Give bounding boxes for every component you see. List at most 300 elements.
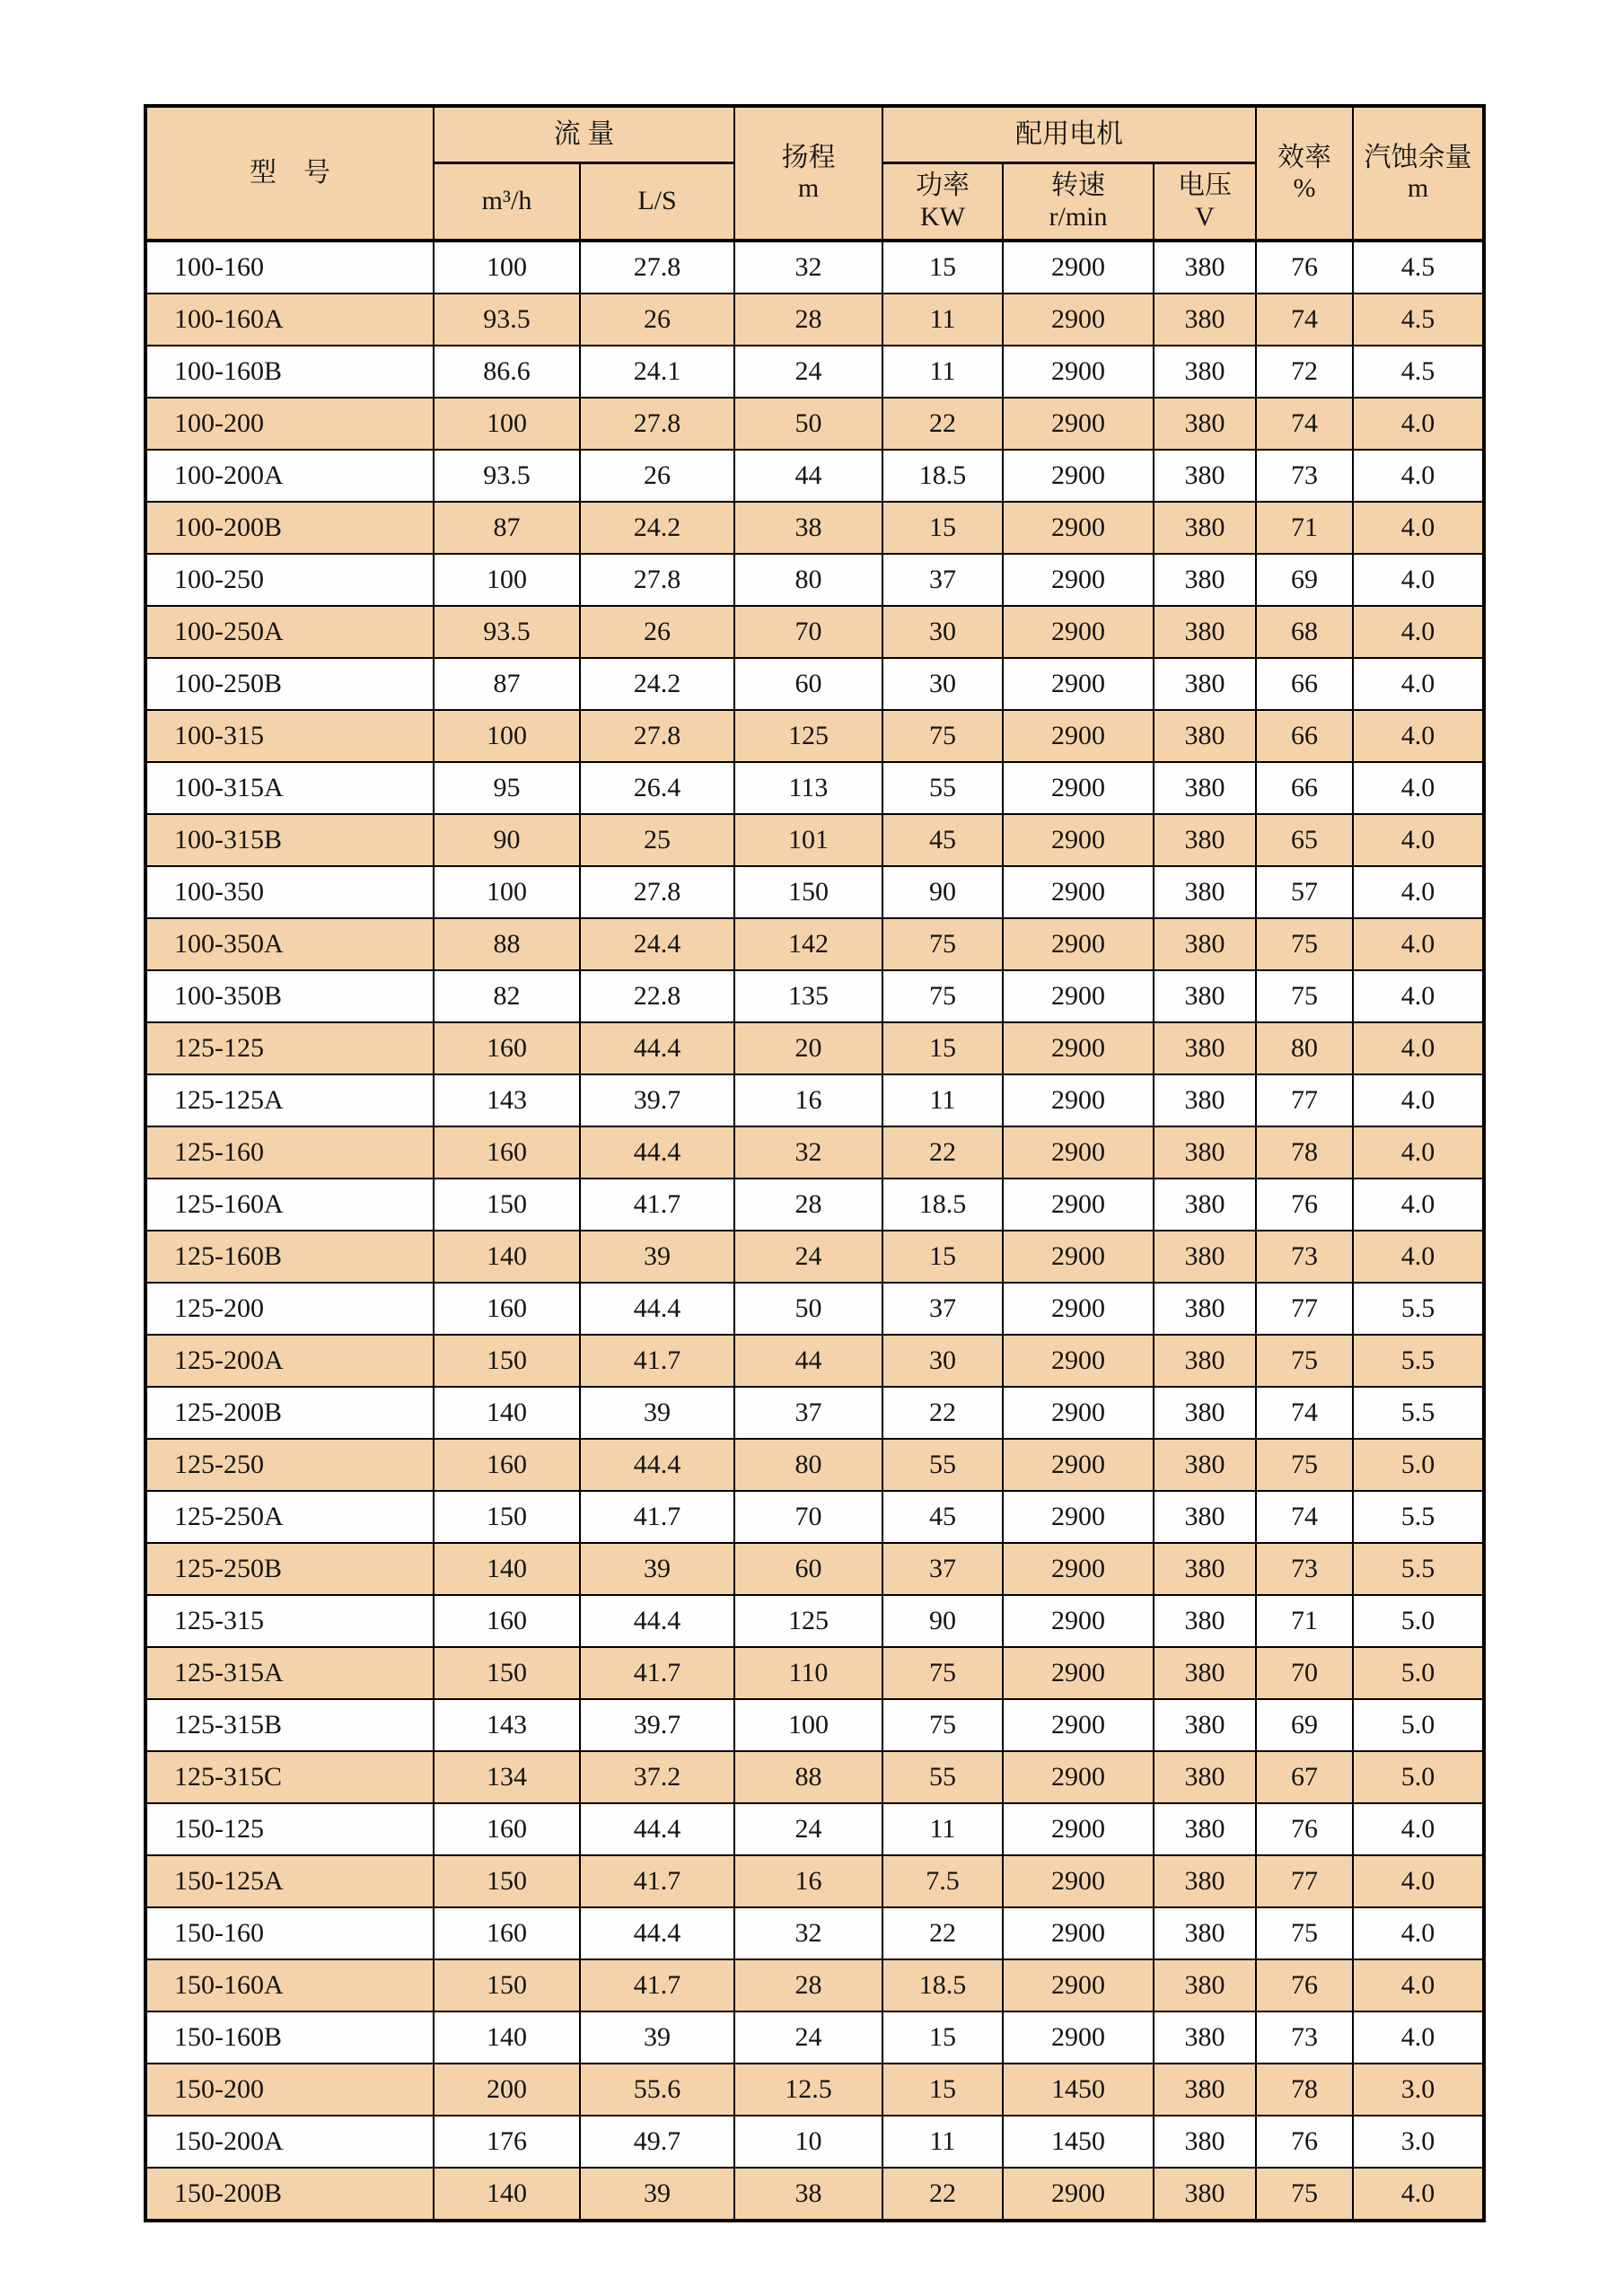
value-cell: 66 — [1256, 710, 1353, 762]
model-cell: 150-125 — [145, 1803, 434, 1855]
value-cell: 75 — [1256, 1907, 1353, 1959]
value-cell: 28 — [734, 1179, 882, 1231]
table-row — [145, 1335, 1484, 1387]
value-cell: 2900 — [1003, 294, 1154, 346]
value-cell: 22 — [882, 2168, 1003, 2221]
value-cell: 71 — [1256, 502, 1353, 554]
value-cell: 77 — [1256, 1855, 1353, 1907]
value-cell: 380 — [1154, 1439, 1256, 1491]
value-cell: 74 — [1256, 1387, 1353, 1439]
value-cell: 100 — [434, 710, 580, 762]
value-cell: 76 — [1256, 1959, 1353, 2011]
value-cell: 2900 — [1003, 1751, 1154, 1803]
value-cell: 75 — [882, 1699, 1003, 1751]
model-cell: 125-200A — [145, 1335, 434, 1387]
value-cell: 55.6 — [580, 2064, 734, 2116]
value-cell: 380 — [1154, 1751, 1256, 1803]
value-cell: 22 — [882, 398, 1003, 450]
model-cell: 150-200 — [145, 2064, 434, 2116]
model-cell: 100-350B — [145, 970, 434, 1022]
value-cell: 27.8 — [580, 710, 734, 762]
header-voltage-unit: V — [1195, 201, 1215, 232]
model-cell: 125-200B — [145, 1387, 434, 1439]
table-row — [145, 554, 1484, 606]
model-cell: 125-125 — [145, 1022, 434, 1074]
table-body — [145, 241, 1484, 2221]
value-cell: 3.0 — [1353, 2064, 1484, 2116]
value-cell: 380 — [1154, 554, 1256, 606]
header-flow-m3h: m³/h — [434, 163, 580, 241]
value-cell: 4.0 — [1353, 970, 1484, 1022]
value-cell: 4.0 — [1353, 2011, 1484, 2064]
value-cell: 380 — [1154, 2011, 1256, 2064]
value-cell: 41.7 — [580, 1855, 734, 1907]
value-cell: 78 — [1256, 1126, 1353, 1179]
value-cell: 15 — [882, 502, 1003, 554]
value-cell: 2900 — [1003, 918, 1154, 970]
value-cell: 90 — [434, 814, 580, 866]
value-cell: 57 — [1256, 866, 1353, 918]
value-cell: 380 — [1154, 658, 1256, 710]
value-cell: 110 — [734, 1647, 882, 1699]
value-cell: 4.0 — [1353, 606, 1484, 658]
value-cell: 86.6 — [434, 346, 580, 398]
value-cell: 41.7 — [580, 1335, 734, 1387]
value-cell: 7.5 — [882, 1855, 1003, 1907]
value-cell: 5.5 — [1353, 1387, 1484, 1439]
model-cell: 100-200 — [145, 398, 434, 450]
value-cell: 2900 — [1003, 450, 1154, 502]
model-cell: 100-250B — [145, 658, 434, 710]
value-cell: 26 — [580, 606, 734, 658]
value-cell: 15 — [882, 2011, 1003, 2064]
value-cell: 2900 — [1003, 1179, 1154, 1231]
value-cell: 44.4 — [580, 1595, 734, 1647]
model-cell: 100-315B — [145, 814, 434, 866]
value-cell: 150 — [434, 1179, 580, 1231]
value-cell: 55 — [882, 1751, 1003, 1803]
header-efficiency — [1256, 106, 1353, 241]
value-cell: 39 — [580, 1231, 734, 1283]
value-cell: 4.0 — [1353, 450, 1484, 502]
value-cell: 380 — [1154, 1491, 1256, 1543]
value-cell: 4.0 — [1353, 1907, 1484, 1959]
value-cell: 49.7 — [580, 2116, 734, 2168]
value-cell: 20 — [734, 1022, 882, 1074]
value-cell: 2900 — [1003, 658, 1154, 710]
table-row — [145, 606, 1484, 658]
value-cell: 380 — [1154, 1907, 1256, 1959]
value-cell: 176 — [434, 2116, 580, 2168]
header-npsh-unit: m — [1407, 173, 1429, 203]
value-cell: 24 — [734, 1803, 882, 1855]
value-cell: 30 — [882, 606, 1003, 658]
value-cell: 2900 — [1003, 606, 1154, 658]
table-row — [145, 398, 1484, 450]
value-cell: 380 — [1154, 1647, 1256, 1699]
value-cell: 380 — [1154, 294, 1256, 346]
value-cell: 160 — [434, 1126, 580, 1179]
model-cell: 100-315 — [145, 710, 434, 762]
value-cell: 380 — [1154, 1959, 1256, 2011]
value-cell: 80 — [734, 1439, 882, 1491]
value-cell: 380 — [1154, 606, 1256, 658]
table-row — [145, 918, 1484, 970]
value-cell: 1450 — [1003, 2116, 1154, 2168]
table-row — [145, 1543, 1484, 1595]
value-cell: 22.8 — [580, 970, 734, 1022]
header-power-unit: KW — [920, 201, 965, 232]
value-cell: 5.0 — [1353, 1439, 1484, 1491]
value-cell: 2900 — [1003, 866, 1154, 918]
value-cell: 4.0 — [1353, 762, 1484, 814]
table-row — [145, 1907, 1484, 1959]
value-cell: 100 — [734, 1699, 882, 1751]
value-cell: 72 — [1256, 346, 1353, 398]
header-head-label: 扬程 — [781, 142, 836, 172]
value-cell: 2900 — [1003, 398, 1154, 450]
value-cell: 75 — [882, 970, 1003, 1022]
value-cell: 11 — [882, 346, 1003, 398]
value-cell: 74 — [1256, 294, 1353, 346]
value-cell: 150 — [434, 1959, 580, 2011]
value-cell: 11 — [882, 1074, 1003, 1126]
value-cell: 37 — [882, 1543, 1003, 1595]
value-cell: 101 — [734, 814, 882, 866]
value-cell: 125 — [734, 1595, 882, 1647]
value-cell: 73 — [1256, 1543, 1353, 1595]
value-cell: 2900 — [1003, 554, 1154, 606]
value-cell: 39 — [580, 2168, 734, 2221]
value-cell: 380 — [1154, 1335, 1256, 1387]
model-cell: 100-250 — [145, 554, 434, 606]
table-row — [145, 1283, 1484, 1335]
value-cell: 70 — [1256, 1647, 1353, 1699]
value-cell: 45 — [882, 1491, 1003, 1543]
header-flow-ls: L/S — [580, 163, 734, 241]
value-cell: 11 — [882, 294, 1003, 346]
value-cell: 44.4 — [580, 1803, 734, 1855]
value-cell: 45 — [882, 814, 1003, 866]
value-cell: 2900 — [1003, 1231, 1154, 1283]
value-cell: 5.0 — [1353, 1647, 1484, 1699]
value-cell: 150 — [434, 1647, 580, 1699]
header-group-row — [145, 106, 1484, 163]
value-cell: 2900 — [1003, 1387, 1154, 1439]
value-cell: 5.0 — [1353, 1699, 1484, 1751]
value-cell: 88 — [734, 1751, 882, 1803]
value-cell: 380 — [1154, 1231, 1256, 1283]
header-voltage — [1154, 163, 1256, 241]
value-cell: 2900 — [1003, 1595, 1154, 1647]
value-cell: 5.5 — [1353, 1283, 1484, 1335]
value-cell: 2900 — [1003, 1491, 1154, 1543]
value-cell: 24 — [734, 346, 882, 398]
value-cell: 160 — [434, 1283, 580, 1335]
model-cell: 125-315 — [145, 1595, 434, 1647]
value-cell: 380 — [1154, 1126, 1256, 1179]
value-cell: 113 — [734, 762, 882, 814]
value-cell: 140 — [434, 2011, 580, 2064]
table-row — [145, 1959, 1484, 2011]
table-row — [145, 658, 1484, 710]
value-cell: 70 — [734, 606, 882, 658]
value-cell: 80 — [734, 554, 882, 606]
value-cell: 2900 — [1003, 1647, 1154, 1699]
value-cell: 69 — [1256, 1699, 1353, 1751]
value-cell: 41.7 — [580, 1647, 734, 1699]
value-cell: 4.0 — [1353, 658, 1484, 710]
value-cell: 150 — [434, 1491, 580, 1543]
value-cell: 380 — [1154, 1595, 1256, 1647]
table-row — [145, 1439, 1484, 1491]
value-cell: 150 — [734, 866, 882, 918]
value-cell: 2900 — [1003, 1074, 1154, 1126]
value-cell: 38 — [734, 502, 882, 554]
value-cell: 2900 — [1003, 1855, 1154, 1907]
model-cell: 150-160B — [145, 2011, 434, 2064]
value-cell: 76 — [1256, 241, 1353, 294]
value-cell: 30 — [882, 1335, 1003, 1387]
table-row — [145, 1699, 1484, 1751]
value-cell: 380 — [1154, 502, 1256, 554]
value-cell: 150 — [434, 1855, 580, 1907]
value-cell: 68 — [1256, 606, 1353, 658]
table-row — [145, 2064, 1484, 2116]
value-cell: 160 — [434, 1803, 580, 1855]
value-cell: 380 — [1154, 398, 1256, 450]
header-head-unit: m — [797, 173, 820, 203]
table-row — [145, 970, 1484, 1022]
model-cell: 125-315C — [145, 1751, 434, 1803]
value-cell: 27.8 — [580, 398, 734, 450]
value-cell: 100 — [434, 554, 580, 606]
value-cell: 380 — [1154, 241, 1256, 294]
value-cell: 87 — [434, 658, 580, 710]
value-cell: 60 — [734, 1543, 882, 1595]
value-cell: 77 — [1256, 1283, 1353, 1335]
model-cell: 100-160 — [145, 241, 434, 294]
value-cell: 60 — [734, 658, 882, 710]
value-cell: 4.0 — [1353, 814, 1484, 866]
table-row — [145, 866, 1484, 918]
value-cell: 380 — [1154, 1699, 1256, 1751]
value-cell: 73 — [1256, 2011, 1353, 2064]
header-efficiency-unit: % — [1293, 173, 1316, 203]
value-cell: 75 — [882, 710, 1003, 762]
value-cell: 44.4 — [580, 1283, 734, 1335]
table-row — [145, 1803, 1484, 1855]
value-cell: 15 — [882, 1231, 1003, 1283]
header-model: 型 号 — [145, 106, 434, 241]
table-row — [145, 241, 1484, 294]
value-cell: 4.0 — [1353, 1803, 1484, 1855]
value-cell: 73 — [1256, 450, 1353, 502]
value-cell: 44.4 — [580, 1126, 734, 1179]
value-cell: 2900 — [1003, 2011, 1154, 2064]
table-row — [145, 1387, 1484, 1439]
value-cell: 30 — [882, 658, 1003, 710]
value-cell: 22 — [882, 1387, 1003, 1439]
value-cell: 380 — [1154, 918, 1256, 970]
value-cell: 44.4 — [580, 1022, 734, 1074]
value-cell: 44.4 — [580, 1439, 734, 1491]
value-cell: 143 — [434, 1074, 580, 1126]
model-cell: 150-160A — [145, 1959, 434, 2011]
value-cell: 76 — [1256, 2116, 1353, 2168]
value-cell: 4.0 — [1353, 710, 1484, 762]
value-cell: 4.0 — [1353, 398, 1484, 450]
model-cell: 125-250A — [145, 1491, 434, 1543]
value-cell: 16 — [734, 1855, 882, 1907]
value-cell: 4.0 — [1353, 1074, 1484, 1126]
header-speed-label: 转速 — [1051, 171, 1105, 200]
value-cell: 75 — [882, 1647, 1003, 1699]
model-cell: 125-160A — [145, 1179, 434, 1231]
value-cell: 380 — [1154, 346, 1256, 398]
value-cell: 380 — [1154, 1543, 1256, 1595]
value-cell: 125 — [734, 710, 882, 762]
value-cell: 27.8 — [580, 866, 734, 918]
value-cell: 66 — [1256, 762, 1353, 814]
value-cell: 5.0 — [1353, 1751, 1484, 1803]
value-cell: 39.7 — [580, 1074, 734, 1126]
value-cell: 75 — [1256, 1335, 1353, 1387]
value-cell: 27.8 — [580, 554, 734, 606]
value-cell: 140 — [434, 1231, 580, 1283]
value-cell: 39.7 — [580, 1699, 734, 1751]
value-cell: 55 — [882, 762, 1003, 814]
value-cell: 380 — [1154, 1387, 1256, 1439]
model-cell: 150-125A — [145, 1855, 434, 1907]
value-cell: 2900 — [1003, 710, 1154, 762]
header-efficiency-label: 效率 — [1277, 142, 1332, 172]
value-cell: 140 — [434, 2168, 580, 2221]
table-row — [145, 1751, 1484, 1803]
value-cell: 75 — [1256, 970, 1353, 1022]
value-cell: 380 — [1154, 762, 1256, 814]
value-cell: 25 — [580, 814, 734, 866]
value-cell: 2900 — [1003, 1022, 1154, 1074]
model-cell: 100-315A — [145, 762, 434, 814]
table-row — [145, 2168, 1484, 2221]
value-cell: 24.2 — [580, 658, 734, 710]
value-cell: 2900 — [1003, 1959, 1154, 2011]
header-power-label: 功率 — [916, 171, 970, 200]
value-cell: 380 — [1154, 1022, 1256, 1074]
table-row — [145, 710, 1484, 762]
table-row — [145, 450, 1484, 502]
header-motor-group: 配用电机 — [882, 106, 1256, 163]
value-cell: 26 — [580, 294, 734, 346]
header-speed — [1003, 163, 1154, 241]
value-cell: 37 — [882, 1283, 1003, 1335]
header-head — [734, 106, 882, 241]
value-cell: 69 — [1256, 554, 1353, 606]
value-cell: 76 — [1256, 1803, 1353, 1855]
value-cell: 134 — [434, 1751, 580, 1803]
value-cell: 2900 — [1003, 1543, 1154, 1595]
table-row — [145, 2011, 1484, 2064]
value-cell: 26 — [580, 450, 734, 502]
value-cell: 37 — [734, 1387, 882, 1439]
header-flow-group: 流 量 — [434, 106, 734, 163]
value-cell: 4.0 — [1353, 1959, 1484, 2011]
header-speed-unit: r/min — [1049, 201, 1108, 232]
value-cell: 70 — [734, 1491, 882, 1543]
value-cell: 380 — [1154, 1803, 1256, 1855]
value-cell: 380 — [1154, 814, 1256, 866]
model-cell: 125-250B — [145, 1543, 434, 1595]
value-cell: 4.5 — [1353, 241, 1484, 294]
value-cell: 24.1 — [580, 346, 734, 398]
value-cell: 41.7 — [580, 1179, 734, 1231]
value-cell: 2900 — [1003, 1283, 1154, 1335]
table-row — [145, 1179, 1484, 1231]
value-cell: 140 — [434, 1543, 580, 1595]
value-cell: 3.0 — [1353, 2116, 1484, 2168]
value-cell: 38 — [734, 2168, 882, 2221]
value-cell: 100 — [434, 398, 580, 450]
model-cell: 125-315B — [145, 1699, 434, 1751]
value-cell: 380 — [1154, 710, 1256, 762]
value-cell: 10 — [734, 2116, 882, 2168]
value-cell: 24.2 — [580, 502, 734, 554]
table-row — [145, 1022, 1484, 1074]
value-cell: 15 — [882, 1022, 1003, 1074]
value-cell: 2900 — [1003, 241, 1154, 294]
value-cell: 37 — [882, 554, 1003, 606]
value-cell: 74 — [1256, 1491, 1353, 1543]
value-cell: 24 — [734, 1231, 882, 1283]
value-cell: 65 — [1256, 814, 1353, 866]
value-cell: 150 — [434, 1335, 580, 1387]
value-cell: 380 — [1154, 970, 1256, 1022]
value-cell: 22 — [882, 1126, 1003, 1179]
value-cell: 2900 — [1003, 2168, 1154, 2221]
header-power — [882, 163, 1003, 241]
value-cell: 75 — [1256, 1439, 1353, 1491]
value-cell: 74 — [1256, 398, 1353, 450]
value-cell: 75 — [1256, 2168, 1353, 2221]
value-cell: 73 — [1256, 1231, 1353, 1283]
model-cell: 150-200A — [145, 2116, 434, 2168]
value-cell: 4.0 — [1353, 1179, 1484, 1231]
value-cell: 4.0 — [1353, 1855, 1484, 1907]
header-voltage-label: 电压 — [1178, 171, 1233, 200]
model-cell: 100-200B — [145, 502, 434, 554]
value-cell: 41.7 — [580, 1491, 734, 1543]
value-cell: 2900 — [1003, 1699, 1154, 1751]
value-cell: 28 — [734, 1959, 882, 2011]
table-header — [145, 106, 1484, 241]
value-cell: 93.5 — [434, 606, 580, 658]
value-cell: 2900 — [1003, 1126, 1154, 1179]
header-npsh — [1353, 106, 1484, 241]
value-cell: 4.0 — [1353, 1231, 1484, 1283]
value-cell: 380 — [1154, 2116, 1256, 2168]
table-row — [145, 294, 1484, 346]
value-cell: 160 — [434, 1907, 580, 1959]
value-cell: 88 — [434, 918, 580, 970]
model-cell: 125-125A — [145, 1074, 434, 1126]
value-cell: 44 — [734, 450, 882, 502]
value-cell: 18.5 — [882, 450, 1003, 502]
value-cell: 77 — [1256, 1074, 1353, 1126]
value-cell: 380 — [1154, 2168, 1256, 2221]
value-cell: 4.5 — [1353, 294, 1484, 346]
value-cell: 32 — [734, 1907, 882, 1959]
